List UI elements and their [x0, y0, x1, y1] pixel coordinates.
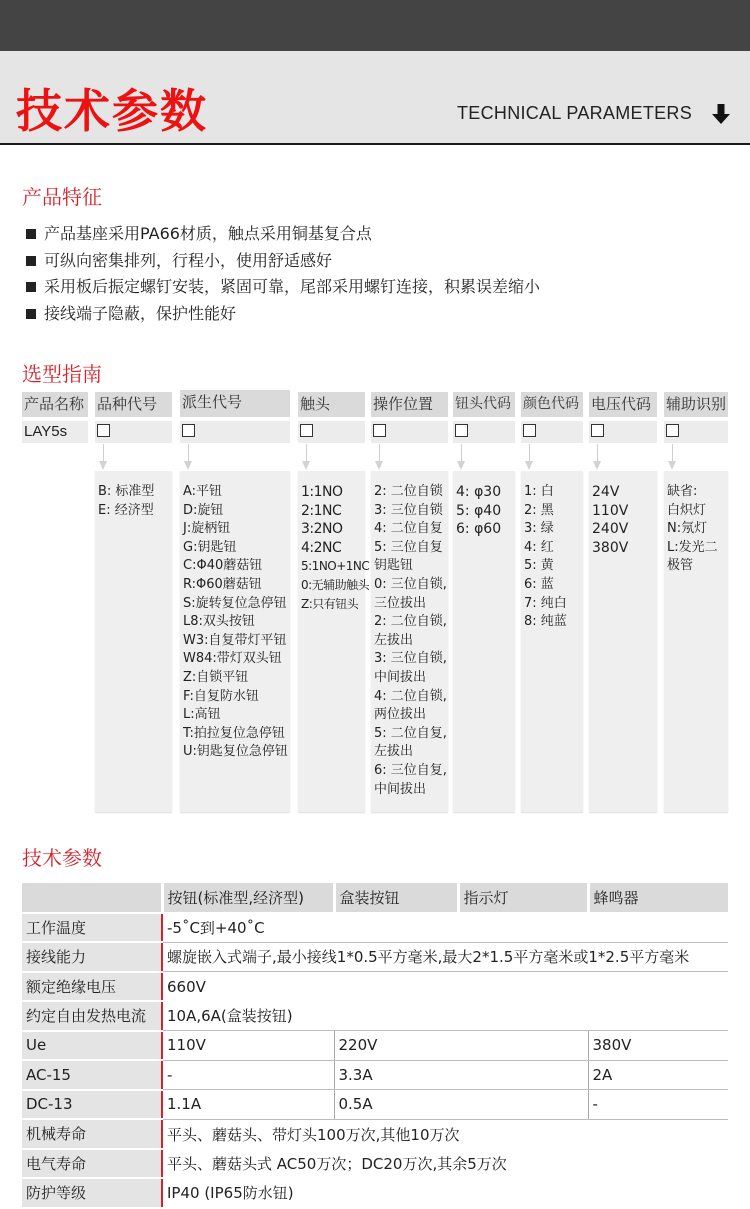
empty-checkbox-icon [591, 424, 604, 437]
specs-header-box-button: 盒装按钮 [334, 883, 458, 913]
arrow-down-icon [711, 103, 731, 125]
feature-item: 产品基座采用PA66材质，触点采用铜基复合点 [26, 221, 540, 248]
guide-header-variety-code: 品种代号 [95, 392, 172, 417]
specs-header-buzzer: 蜂鸣器 [588, 883, 728, 913]
empty-checkbox-icon [373, 424, 386, 437]
contact-options: 1:1NO 2:1NC 3:2NO 4:2NC 5:1NO+1NC 0:无辅助触头 Z:只有钮头 [298, 471, 365, 812]
empty-checkbox-icon [455, 424, 468, 437]
specs-title: 技术参数 [22, 846, 102, 870]
operation-position-options: 2: 二位自锁 3: 三位自锁 4: 二位自复 5: 三位自复 钥匙钮 0: 三位自锁, 三位拔出 2: 二位自锁, 左拔出 3: 三位自锁, 中间拔出 4: 二位自锁, 两位拔出 5: 二位自复, 左拔出 6: 三位自复, 中间拔出 [371, 471, 448, 812]
arrow-down-icon [456, 444, 468, 471]
table-row: 电气寿命 平头、蘑菇头式 AC50万次；DC20万次,其余5万次 [22, 1149, 728, 1179]
guide-header-product-name: 产品名称 [22, 392, 88, 417]
color-code-slot [521, 421, 583, 443]
aux-identification-slot [664, 421, 728, 443]
guide-header-color-code: 颜色代码 [521, 392, 583, 417]
empty-checkbox-icon [182, 424, 195, 437]
empty-checkbox-icon [97, 424, 110, 437]
empty-checkbox-icon [523, 424, 536, 437]
table-row: 机械寿命 平头、蘑菇头、带灯头100万次,其他10万次 [22, 1119, 728, 1149]
guide-header-aux-identification: 辅助识别 [664, 392, 728, 417]
empty-checkbox-icon [666, 424, 679, 437]
variety-code-slot [95, 421, 172, 443]
specs-header-row [22, 883, 728, 913]
page-header [0, 51, 750, 145]
arrow-down-icon [374, 444, 386, 471]
top-bar [0, 0, 750, 51]
guide-title: 选型指南 [22, 362, 102, 386]
bullet-square-icon [26, 309, 36, 319]
bullet-square-icon [26, 229, 36, 239]
derivative-code-options: A:平钮 D:旋钮 J:旋柄钮 G:钥匙钮 C:Φ40蘑菇钮 R:Φ60蘑菇钮 S:旋转复位急停钮 L8:双头按钮 W3:自复带灯平钮 W84:带灯双头钮 Z:自锁平钮 F:自复防水钮 L:高钮 T:拍拉复位急停钮 U:钥匙复位急停钮 [180, 471, 290, 812]
table-row: 额定绝缘电压 660V [22, 972, 728, 1002]
bullet-square-icon [26, 256, 36, 266]
feature-item: 接线端子隐蔽，保护性能好 [26, 301, 540, 328]
arrow-down-icon [98, 444, 110, 471]
guide-header-button-head-code: 钮头代码 [453, 392, 515, 417]
page-subtitle-en: TECHNICAL PARAMETERS [457, 103, 693, 123]
derivative-code-slot [180, 421, 290, 443]
arrow-down-icon [524, 444, 536, 471]
button-head-code-options: 4: φ30 5: φ40 6: φ60 [453, 471, 515, 812]
aux-identification-options: 缺省: 白炽灯 N:氖灯 L:发光二 极管 [664, 471, 728, 812]
table-row: 防护等级 IP40 (IP65防水钮) [22, 1178, 728, 1208]
bullet-square-icon [26, 282, 36, 292]
arrow-down-icon [301, 444, 313, 471]
guide-header-derivative-code: 派生代号 [180, 390, 290, 417]
features-title: 产品特征 [22, 185, 102, 209]
guide-header-operation-position: 操作位置 [371, 392, 448, 417]
arrow-down-icon [592, 444, 604, 471]
specs-header-indicator: 指示灯 [458, 883, 588, 913]
color-code-options: 1: 白 2: 黑 3: 绿 4: 红 5: 黄 6: 蓝 7: 纯白 8: 纯蓝 [521, 471, 583, 812]
voltage-code-options: 24V 110V 240V 380V [589, 471, 657, 812]
page-title: 技术参数 [16, 84, 208, 138]
features-list [26, 221, 540, 327]
voltage-code-slot [589, 421, 657, 443]
table-row: 接线能力 螺旋嵌入式端子,最小接线1*0.5平方毫米,最大2*1.5平方毫米或1*2.5平方毫米 [22, 942, 728, 972]
empty-checkbox-icon [300, 424, 313, 437]
product-name-value: LAY5s [22, 421, 88, 443]
variety-code-options: B: 标准型 E: 经济型 [95, 471, 172, 812]
contact-slot [298, 421, 365, 443]
arrow-down-icon [667, 444, 679, 471]
feature-item: 可纵向密集排列，行程小，使用舒适感好 [26, 248, 540, 275]
guide-header-voltage-code: 电压代码 [589, 392, 657, 417]
table-row: AC-15 - 3.3A 2A [22, 1060, 728, 1090]
specs-table [22, 883, 728, 1209]
table-row: 工作温度 -5˚C到+40˚C [22, 913, 728, 943]
feature-item: 采用板后振定螺钉安装，紧固可靠，尾部采用螺钉连接，积累误差缩小 [26, 274, 540, 301]
specs-header-button: 按钮(标准型,经济型) [162, 883, 334, 913]
operation-position-slot [371, 421, 448, 443]
guide-header-contact: 触头 [298, 392, 365, 417]
button-head-code-slot [453, 421, 515, 443]
table-row: 约定自由发热电流 10A,6A(盒装按钮) [22, 1001, 728, 1031]
table-row: DC-13 1.1A 0.5A - [22, 1090, 728, 1120]
table-row: Ue 110V 220V 380V [22, 1031, 728, 1061]
arrow-down-icon [183, 444, 195, 471]
specs-header-empty [22, 883, 162, 913]
